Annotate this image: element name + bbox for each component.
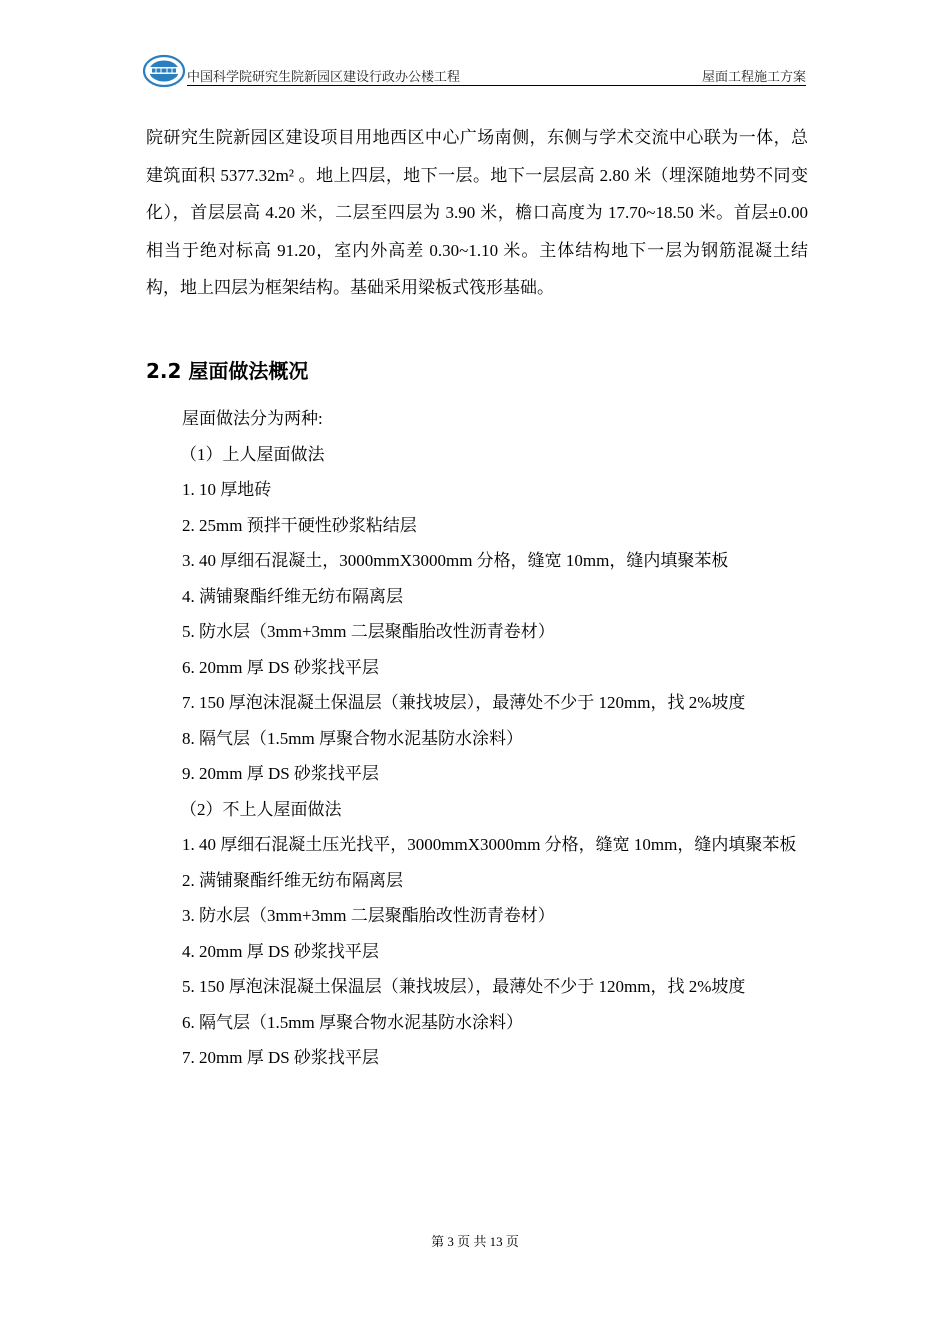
list-item: 5. 150 厚泡沫混凝土保温层（兼找坡层），最薄处不少于 120mm，找 2%坡度 — [182, 977, 746, 996]
list-item: 9. 20mm 厚 DS 砂浆找平层 — [182, 764, 379, 783]
list-item: 屋面做法分为两种: — [182, 409, 323, 428]
list-item: 3. 防水层（3mm+3mm 二层聚酯胎改性沥青卷材） — [182, 906, 555, 925]
page-header — [143, 52, 806, 86]
list-item: 7. 20mm 厚 DS 砂浆找平层 — [182, 1048, 379, 1067]
list-item: 2. 满铺聚酯纤维无纺布隔离层 — [182, 870, 403, 890]
intro-paragraph: 院研究生院新园区建设项目用地西区中心广场南侧，东侧与学术交流中心联为一体，总建筑面积 5377.32m² 。地上四层，地下一层。地下一层层高 2.80 米（埋深随地势不同变化），首层层高 4.20 米，二层至四层为 3.90 米，檐口高度为 17.70~18.50 米。首层±0.00 相当于绝对标高 91.20，室内外高差 0.30~1.10 米。主体结构地下一层为钢筋混凝土结构，地上四层为框架结构。基础采用梁板式筏形基础。 — [146, 128, 808, 297]
header-document-title: 屋面工程施工方案 — [701, 69, 806, 84]
list-item: 1. 40 厚细石混凝土压光找平，3000mmX3000mm 分格，缝宽 10mm，缝内填聚苯板 — [182, 835, 797, 854]
list-item: 6. 20mm 厚 DS 砂浆找平层 — [182, 657, 379, 677]
list-item: （1）上人屋面做法 — [180, 444, 325, 464]
list-item: 2. 25mm 预拌干硬性砂浆粘结层 — [182, 515, 417, 535]
list-item: 6. 隔气层（1.5mm 厚聚合物水泥基防水涂料） — [182, 1012, 523, 1032]
list-item: 8. 隔气层（1.5mm 厚聚合物水泥基防水涂料） — [182, 728, 523, 748]
list-item: 4. 满铺聚酯纤维无纺布隔离层 — [182, 586, 403, 606]
header-project-title: 中国科学院研究生院新园区建设行政办公楼工程 — [187, 69, 461, 84]
header-divider — [187, 85, 806, 86]
section-heading: 2.2 屋面做法概况 — [146, 359, 309, 383]
list-item: （2）不上人屋面做法 — [180, 799, 342, 819]
institution-logo-icon — [143, 54, 185, 88]
list-item: 3. 40 厚细石混凝土，3000mmX3000mm 分格，缝宽 10mm，缝内填聚苯板 — [182, 551, 729, 570]
list-item: 5. 防水层（3mm+3mm 二层聚酯胎改性沥青卷材） — [182, 622, 555, 641]
list-item: 4. 20mm 厚 DS 砂浆找平层 — [182, 941, 379, 961]
list-item: 1. 10 厚地砖 — [182, 480, 272, 499]
page-number: 第 3 页 共 13 页 — [431, 1234, 519, 1249]
list-item: 7. 150 厚泡沫混凝土保温层（兼找坡层），最薄处不少于 120mm，找 2%坡度 — [182, 693, 746, 712]
roof-method-list — [146, 401, 808, 1076]
